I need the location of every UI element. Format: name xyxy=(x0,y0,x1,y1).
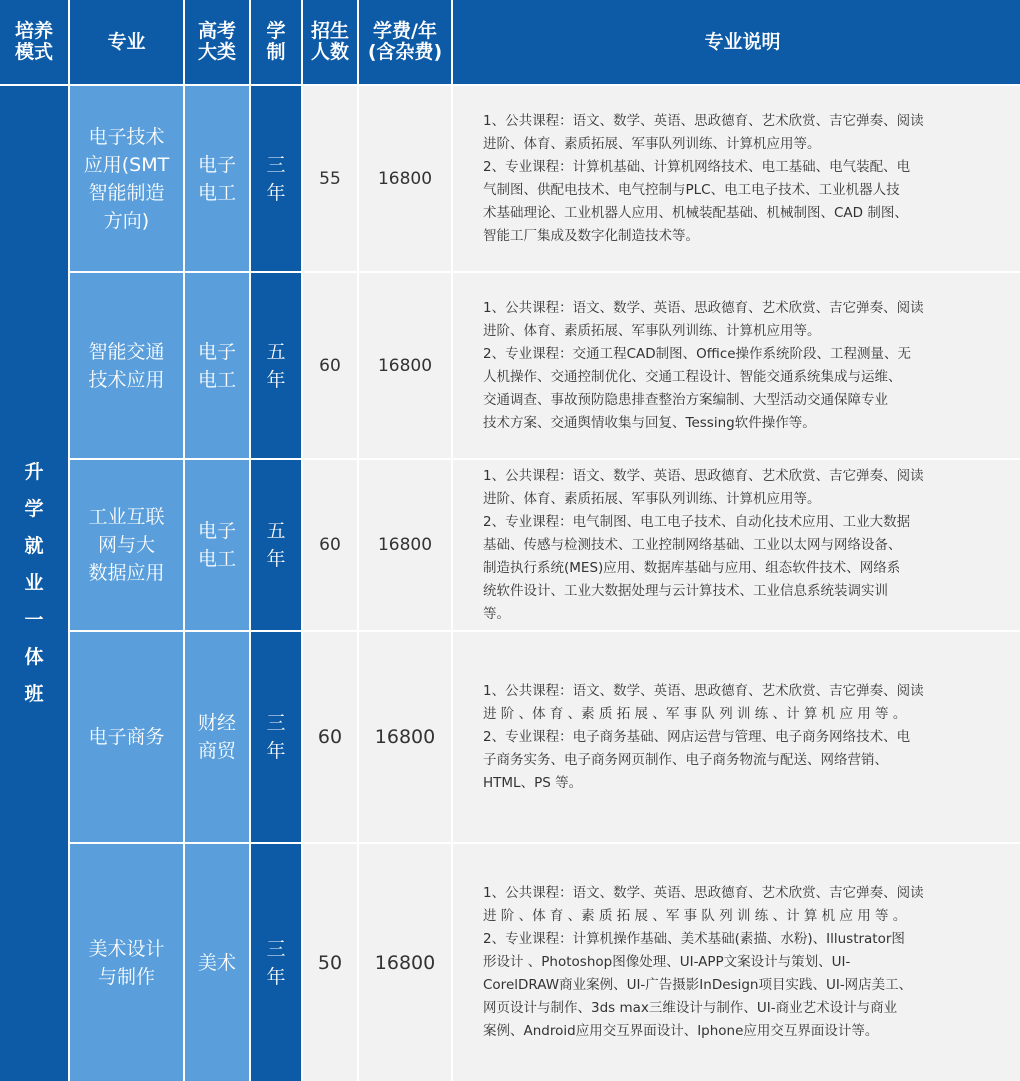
category-name: 财经 商贸 xyxy=(197,712,236,762)
category-name: 电子 电工 xyxy=(197,520,236,570)
fee-cell xyxy=(359,460,451,630)
fee-value: 16800 xyxy=(377,168,433,189)
enrollment-value: 60 xyxy=(319,535,341,555)
description-cell xyxy=(453,460,1020,630)
enrollment-cell xyxy=(303,460,357,630)
enrollment-cell xyxy=(303,273,357,458)
major-name: 电子技术 应用(SMT 智能制造 方向) xyxy=(83,125,170,232)
header-fee xyxy=(359,0,451,84)
description-cell xyxy=(453,632,1020,842)
enrollment-value: 60 xyxy=(319,355,341,376)
description-text: 1、公共课程：语文、数学、英语、思政德育、艺术欣赏、吉它弹奏、阅读 进 阶 、体 育 、素 质 拓 展 、军 事 队 列 训 练 、计 算 机 应 用 等 。 2、专业课程：电子商务基础、网店运营与管理、电子商务网络技术、电 子商务实务、电子商务网页制作、电子商务物流与配送、网络营销、 HTML、PS 等。 xyxy=(483,682,924,791)
major-cell xyxy=(70,844,183,1081)
fee-cell xyxy=(359,632,451,842)
enrollment-value: 50 xyxy=(317,951,343,974)
major-cell xyxy=(70,460,183,630)
fee-value: 16800 xyxy=(374,726,436,748)
duration-value: 三 年 xyxy=(266,937,286,988)
description-text: 1、公共课程：语文、数学、英语、思政德育、艺术欣赏、吉它弹奏、阅读 进阶、体育、素质拓展、军事队列训练、计算机应用等。 2、专业课程：交通工程CAD制图、Office操作系统阶段、工程测量、无 人机操作、交通控制优化、交通工程设计、智能交通系统集成与运维、 交通调查、事故预防隐患排查整治方案编制、大型活动交通保障专业 技术方案、交通舆情收集与回复、Tessing软件操作等。 xyxy=(483,299,924,431)
duration-cell xyxy=(251,632,301,842)
header-duration xyxy=(251,0,301,84)
description-text: 1、公共课程：语文、数学、英语、思政德育、艺术欣赏、吉它弹奏、阅读 进阶、体育、素质拓展、军事队列训练、计算机应用等。 2、专业课程：电气制图、电工电子技术、自动化技术应用、工业大数据 基础、传感与检测技术、工业控制网络基础、工业以太网与网络设备、 制造执行系统(MES)应用、数据库基础与应用、组态软件技术、网络系 统软件设计、工业大数据处理与云计算技术、工业信息系统装调实训 等。 xyxy=(483,467,924,622)
header-major xyxy=(70,0,183,84)
description-cell xyxy=(453,273,1020,458)
header-mode-text: 培养 模式 xyxy=(14,20,53,63)
duration-value: 三 年 xyxy=(266,153,286,204)
header-mode xyxy=(0,0,68,84)
description-cell xyxy=(453,86,1020,271)
description-text: 1、公共课程：语文、数学、英语、思政德育、艺术欣赏、吉它弹奏、阅读 进阶、体育、素质拓展、军事队列训练、计算机应用等。 2、专业课程：计算机基础、计算机网络技术、电工基础、电气装配、电 气制图、供配电技术、电气控制与PLC、电工电子技术、工业机器人技 术基础理论、工业机器人应用、机械装配基础、机械制图、CAD 制图、 智能工厂集成及数字化制造技术等。 xyxy=(483,112,924,244)
duration-cell xyxy=(251,86,301,271)
training-mode-text: 升 学 就 业 一 体 班 xyxy=(24,461,44,705)
header-enrollment-text: 招生 人数 xyxy=(310,20,349,63)
duration-value: 三 年 xyxy=(266,712,286,762)
fee-cell xyxy=(359,86,451,271)
enrollment-cell xyxy=(303,86,357,271)
major-name: 美术设计 与制作 xyxy=(88,937,165,988)
category-name: 电子 电工 xyxy=(197,340,236,391)
header-fee-text: 学费/年 (含杂费) xyxy=(367,20,443,63)
category-cell xyxy=(185,86,249,271)
duration-cell xyxy=(251,844,301,1081)
major-cell xyxy=(70,273,183,458)
category-name: 美术 xyxy=(197,951,236,974)
enrollment-cell xyxy=(303,844,357,1081)
description-text: 1、公共课程：语文、数学、英语、思政德育、艺术欣赏、吉它弹奏、阅读 进 阶 、体 育 、素 质 拓 展 、军 事 队 列 训 练 、计 算 机 应 用 等 。 2、专业课程：计算机操作基础、美术基础(素描、水粉)、Illustrator图 形设计 、Photoshop图像处理、UI-APP文案设计与策划、UI- CorelDRAW商业案例、UI-广告摄影InDesign项目实践、UI-网店美工、 网页设计与制作、3ds max三维设计与制作、UI-商业艺术设计与商业 案例、Android应用交互界面设计、Iphone应用交互界面设计等。 xyxy=(483,885,924,1039)
duration-value: 五 年 xyxy=(266,340,286,391)
category-cell xyxy=(185,273,249,458)
fee-cell xyxy=(359,844,451,1081)
duration-cell xyxy=(251,273,301,458)
enrollment-cell xyxy=(303,632,357,842)
fee-value: 16800 xyxy=(374,951,436,974)
category-cell xyxy=(185,460,249,630)
major-cell xyxy=(70,632,183,842)
category-cell xyxy=(185,844,249,1081)
training-mode-cell xyxy=(0,86,68,1081)
fee-value: 16800 xyxy=(377,535,433,555)
header-major-text: 专业 xyxy=(107,30,146,53)
category-name: 电子 电工 xyxy=(197,153,236,204)
major-name: 智能交通 技术应用 xyxy=(88,340,165,391)
major-name: 电子商务 xyxy=(88,726,165,748)
category-cell xyxy=(185,632,249,842)
fee-cell xyxy=(359,273,451,458)
major-cell xyxy=(70,86,183,271)
duration-cell xyxy=(251,460,301,630)
header-description xyxy=(453,0,1020,84)
header-duration-text: 学 制 xyxy=(266,20,286,63)
duration-value: 五 年 xyxy=(266,520,286,570)
fee-value: 16800 xyxy=(377,355,433,376)
header-description-text: 专业说明 xyxy=(704,30,781,53)
major-name: 工业互联 网与大 数据应用 xyxy=(88,506,165,584)
enrollment-value: 60 xyxy=(317,726,343,748)
header-category-text: 高考 大类 xyxy=(197,20,236,63)
enrollment-value: 55 xyxy=(319,168,341,189)
description-cell xyxy=(453,844,1020,1081)
header-enrollment xyxy=(303,0,357,84)
header-category xyxy=(185,0,249,84)
